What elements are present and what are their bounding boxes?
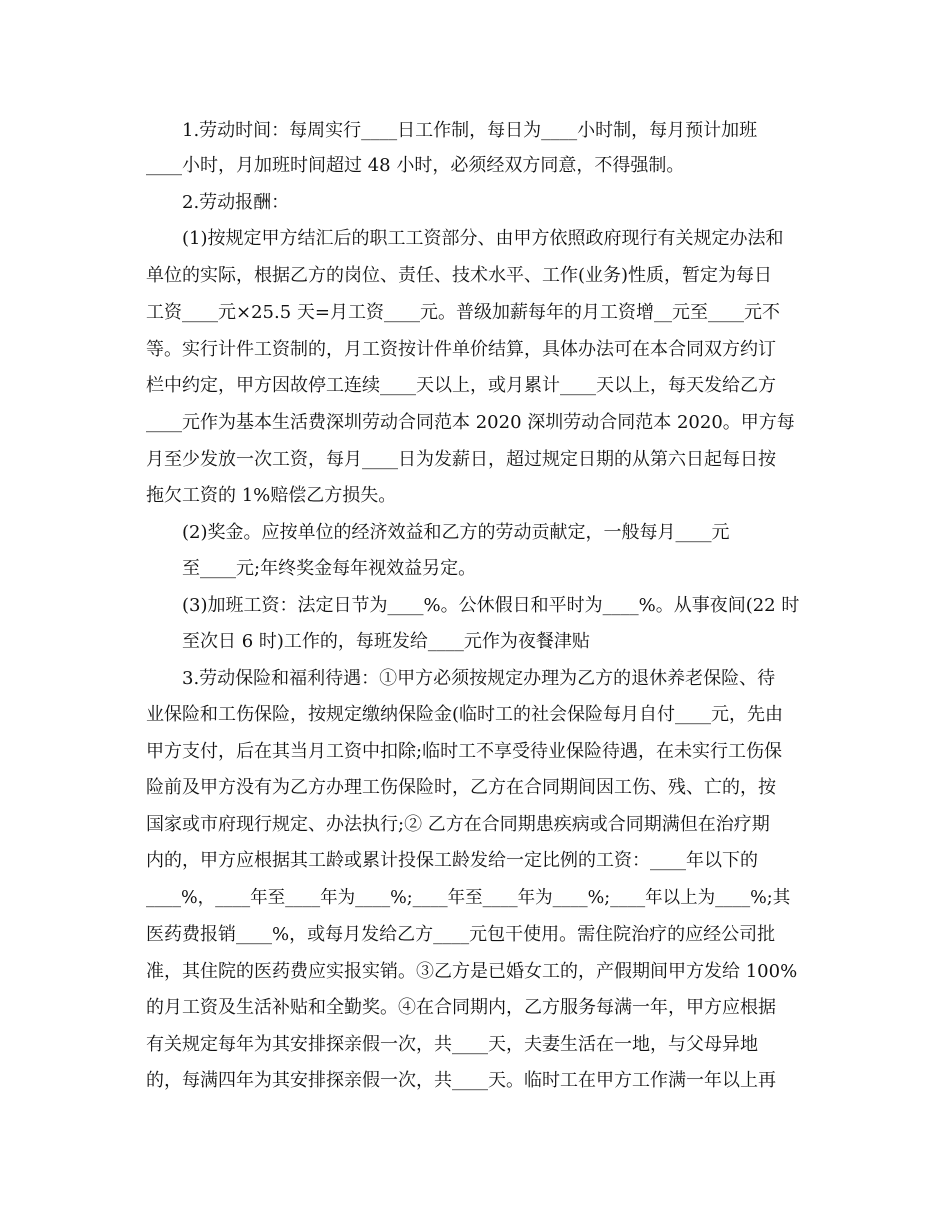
text-line: ____小时，月加班时间超过 48 小时，必须经双方同意，不得强制。 — [146, 155, 685, 176]
text-line: 险前及甲方没有为乙方办理工伤保险时，乙方在合同期间因工伤、残、亡的，按 — [146, 777, 776, 798]
text-line: (3)加班工资：法定日节为____%。公休假日和平时为____%。从事夜间(22 时 — [182, 595, 800, 616]
text-line: ____元作为基本生活费深圳劳动合同范本 2020 深圳劳动合同范本 2020。甲方每 — [146, 412, 795, 433]
text-line: 的月工资及生活补贴和全勤奖。④在合同期内，乙方服务每满一年，甲方应根据 — [146, 997, 776, 1018]
text-line: 工资____元×25.5 天=月工资____元。普级加薪每年的月工资增__元至____元不 — [146, 302, 780, 323]
text-line: (1)按规定甲方结汇后的职工工资部分、由甲方依照政府现行有关规定办法和 — [182, 228, 784, 249]
text-line: 医药费报销____%，或每月发给乙方____元包干使用。需住院治疗的应经公司批 — [146, 924, 776, 945]
text-line: 2.劳动报酬： — [182, 192, 290, 213]
text-line: 国家或市府现行规定、办法执行;② 乙方在合同期患疾病或合同期满但在治疗期 — [146, 814, 770, 835]
text-line: 等。实行计件工资制的，月工资按计件单价结算，具体办法可在本合同双方约订 — [146, 339, 776, 360]
text-line: 内的，甲方应根据其工龄或累计投保工龄发给一定比例的工资：____年以下的 — [146, 850, 758, 871]
text-line: 有关规定每年为其安排探亲假一次，共____天，夫妻生活在一地，与父母异地 — [146, 1034, 758, 1055]
text-line: 月至少发放一次工资，每月____日为发薪日，超过规定日期的从第六日起每日按 — [146, 449, 776, 470]
text-line: 栏中约定，甲方因故停工连续____天以上，或月累计____天以上，每天发给乙方 — [146, 375, 776, 396]
text-line: 至次日 6 时)工作的，每班发给____元作为夜餐津贴 — [182, 631, 590, 652]
text-line: 业保险和工伤保险，按规定缴纳保险金(临时工的社会保险每月自付____元，先由 — [146, 704, 784, 725]
text-line: 甲方支付，后在其当月工资中扣除;临时工不享受待业保险待遇，在未实行工伤保 — [146, 741, 783, 762]
text-line: 的，每满四年为其安排探亲假一次，共____天。临时工在甲方工作满一年以上再 — [146, 1070, 776, 1091]
text-line: 准，其住院的医药费应实报实销。③乙方是已婚女工的，产假期间甲方发给 100% — [146, 961, 798, 982]
text-line: 1.劳动时间：每周实行____日工作制，每日为____小时制，每月预计加班 — [182, 120, 758, 141]
text-line: 3.劳动保险和福利待遇：①甲方必须按规定办理为乙方的退休养老保险、待 — [182, 668, 776, 689]
text-line: ____%，____年至____年为____%;____年至____年为____%;____年以上为____%;其 — [146, 888, 791, 908]
text-line: 拖欠工资的 1%赔偿乙方损失。 — [146, 485, 397, 506]
text-line: 至____元;年终奖金每年视效益另定。 — [182, 558, 477, 579]
text-line: 单位的实际，根据乙方的岗位、责任、技术水平、工作(业务)性质，暂定为每日 — [146, 265, 773, 286]
text-line: (2)奖金。应按单位的经济效益和乙方的劳动贡献定，一般每月____元 — [182, 522, 730, 543]
